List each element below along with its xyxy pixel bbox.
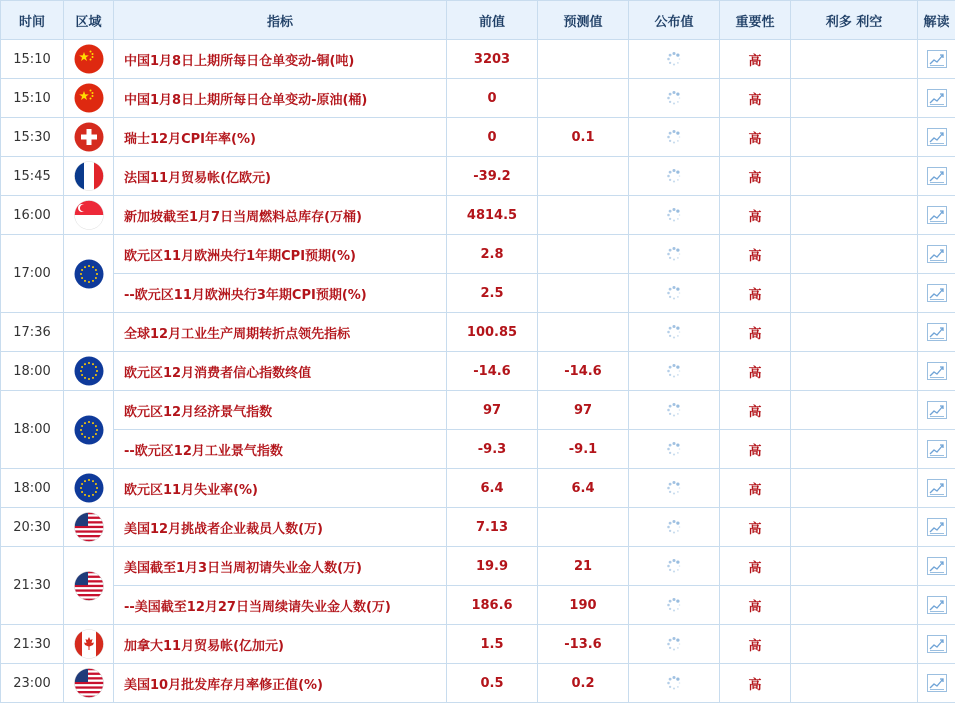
forecast-value — [538, 40, 629, 79]
previous-value: 2.5 — [447, 274, 538, 313]
indicator-link[interactable]: --欧元区12月工业景气指数 — [114, 430, 447, 469]
importance-level: 高 — [720, 664, 791, 703]
previous-value: -14.6 — [447, 352, 538, 391]
indicator-link[interactable]: --美国截至12月27日当周续请失业金人数(万) — [114, 586, 447, 625]
previous-value: 3203 — [447, 40, 538, 79]
row-area — [64, 625, 114, 664]
table-row — [1, 40, 955, 79]
col-impact: 利多 利空 — [791, 1, 918, 40]
importance-level: 高 — [720, 586, 791, 625]
table-row — [1, 586, 955, 625]
table-row — [1, 274, 955, 313]
col-time: 时间 — [1, 1, 64, 40]
previous-value: 6.4 — [447, 469, 538, 508]
row-area — [64, 469, 114, 508]
forecast-value: -14.6 — [538, 352, 629, 391]
impact-cell — [791, 40, 918, 79]
row-area — [64, 547, 114, 625]
table-row — [1, 196, 955, 235]
sg-flag-icon — [74, 200, 104, 230]
impact-cell — [791, 313, 918, 352]
forecast-value: 190 — [538, 586, 629, 625]
interpret-cell — [918, 430, 955, 469]
impact-cell — [791, 508, 918, 547]
published-value — [629, 79, 720, 118]
importance-level: 高 — [720, 625, 791, 664]
interpret-cell — [918, 79, 955, 118]
impact-cell — [791, 586, 918, 625]
forecast-value — [538, 313, 629, 352]
forecast-value: 21 — [538, 547, 629, 586]
table-header — [1, 1, 955, 40]
previous-value: 0 — [447, 118, 538, 157]
published-value — [629, 508, 720, 547]
chart-trend-icon[interactable] — [927, 206, 947, 224]
importance-level: 高 — [720, 508, 791, 547]
loading-spinner-icon — [666, 207, 682, 223]
indicator-link[interactable]: 美国12月挑战者企业裁员人数(万) — [114, 508, 447, 547]
chart-trend-icon[interactable] — [927, 518, 947, 536]
chart-trend-icon[interactable] — [927, 323, 947, 341]
col-previous: 前值 — [447, 1, 538, 40]
indicator-link[interactable]: 加拿大11月贸易帐(亿加元) — [114, 625, 447, 664]
chart-trend-icon[interactable] — [927, 362, 947, 380]
row-time: 20:30 — [1, 508, 64, 547]
chart-trend-icon[interactable] — [927, 50, 947, 68]
table-row — [1, 313, 955, 352]
row-area — [64, 157, 114, 196]
published-value — [629, 196, 720, 235]
chart-trend-icon[interactable] — [927, 128, 947, 146]
previous-value: 0.5 — [447, 664, 538, 703]
us-flag-icon — [74, 668, 104, 698]
indicator-link[interactable]: 瑞士12月CPI年率(%) — [114, 118, 447, 157]
row-time: 23:00 — [1, 664, 64, 703]
chart-trend-icon[interactable] — [927, 245, 947, 263]
interpret-cell — [918, 157, 955, 196]
row-time: 18:00 — [1, 469, 64, 508]
interpret-cell — [918, 118, 955, 157]
previous-value: -39.2 — [447, 157, 538, 196]
chart-trend-icon[interactable] — [927, 635, 947, 653]
row-area — [64, 40, 114, 79]
row-time: 21:30 — [1, 547, 64, 625]
importance-level: 高 — [720, 235, 791, 274]
published-value — [629, 274, 720, 313]
table-row — [1, 235, 955, 274]
impact-cell — [791, 235, 918, 274]
loading-spinner-icon — [666, 129, 682, 145]
col-indicator: 指标 — [114, 1, 447, 40]
forecast-value — [538, 235, 629, 274]
col-forecast: 预测值 — [538, 1, 629, 40]
row-time: 15:10 — [1, 79, 64, 118]
eu-flag-icon — [74, 415, 104, 445]
published-value — [629, 547, 720, 586]
previous-value: 19.9 — [447, 547, 538, 586]
impact-cell — [791, 430, 918, 469]
published-value — [629, 118, 720, 157]
loading-spinner-icon — [666, 519, 682, 535]
loading-spinner-icon — [666, 558, 682, 574]
eu-flag-icon — [74, 473, 104, 503]
eu-flag-icon — [74, 356, 104, 386]
col-area: 区域 — [64, 1, 114, 40]
table-row — [1, 430, 955, 469]
forecast-value — [538, 274, 629, 313]
loading-spinner-icon — [666, 285, 682, 301]
interpret-cell — [918, 586, 955, 625]
loading-spinner-icon — [666, 402, 682, 418]
indicator-link[interactable]: 全球12月工业生产周期转折点领先指标 — [114, 313, 447, 352]
row-time: 15:45 — [1, 157, 64, 196]
importance-level: 高 — [720, 547, 791, 586]
forecast-value — [538, 508, 629, 547]
published-value — [629, 235, 720, 274]
cn-flag-icon — [74, 44, 104, 74]
impact-cell — [791, 79, 918, 118]
fr-flag-icon — [74, 161, 104, 191]
interpret-cell — [918, 547, 955, 586]
table-row — [1, 508, 955, 547]
table-row — [1, 469, 955, 508]
forecast-value — [538, 79, 629, 118]
indicator-link[interactable]: 美国截至1月3日当周初请失业金人数(万) — [114, 547, 447, 586]
loading-spinner-icon — [666, 51, 682, 67]
previous-value: 2.8 — [447, 235, 538, 274]
row-time: 17:36 — [1, 313, 64, 352]
table-row — [1, 547, 955, 586]
importance-level: 高 — [720, 352, 791, 391]
row-area — [64, 391, 114, 469]
row-time: 15:10 — [1, 40, 64, 79]
chart-trend-icon[interactable] — [927, 440, 947, 458]
interpret-cell — [918, 625, 955, 664]
published-value — [629, 313, 720, 352]
impact-cell — [791, 274, 918, 313]
previous-value: 0 — [447, 79, 538, 118]
indicator-link[interactable]: --欧元区11月欧洲央行3年期CPI预期(%) — [114, 274, 447, 313]
previous-value: 97 — [447, 391, 538, 430]
published-value — [629, 391, 720, 430]
interpret-cell — [918, 40, 955, 79]
forecast-value — [538, 196, 629, 235]
importance-level: 高 — [720, 157, 791, 196]
chart-trend-icon[interactable] — [927, 401, 947, 419]
interpret-cell — [918, 313, 955, 352]
importance-level: 高 — [720, 274, 791, 313]
table-row — [1, 664, 955, 703]
ca-flag-icon — [74, 629, 104, 659]
impact-cell — [791, 547, 918, 586]
importance-level: 高 — [720, 391, 791, 430]
table-row — [1, 118, 955, 157]
impact-cell — [791, 157, 918, 196]
previous-value: 7.13 — [447, 508, 538, 547]
row-area — [64, 196, 114, 235]
forecast-value: 97 — [538, 391, 629, 430]
importance-level: 高 — [720, 118, 791, 157]
importance-level: 高 — [720, 469, 791, 508]
loading-spinner-icon — [666, 363, 682, 379]
table-row — [1, 625, 955, 664]
loading-spinner-icon — [666, 636, 682, 652]
interpret-cell — [918, 391, 955, 430]
table-row — [1, 352, 955, 391]
interpret-cell — [918, 664, 955, 703]
loading-spinner-icon — [666, 441, 682, 457]
chart-trend-icon[interactable] — [927, 596, 947, 614]
indicator-link[interactable]: 欧元区11月失业率(%) — [114, 469, 447, 508]
eu-flag-icon — [74, 259, 104, 289]
loading-spinner-icon — [666, 597, 682, 613]
interpret-cell — [918, 235, 955, 274]
published-value — [629, 664, 720, 703]
published-value — [629, 586, 720, 625]
row-time: 17:00 — [1, 235, 64, 313]
row-area — [64, 352, 114, 391]
ch-flag-icon — [74, 122, 104, 152]
row-time: 16:00 — [1, 196, 64, 235]
row-area — [64, 508, 114, 547]
forecast-value: -9.1 — [538, 430, 629, 469]
row-time: 21:30 — [1, 625, 64, 664]
chart-trend-icon[interactable] — [927, 89, 947, 107]
impact-cell — [791, 196, 918, 235]
indicator-link[interactable]: 中国1月8日上期所每日仓单变动-原油(桶) — [114, 79, 447, 118]
row-area — [64, 118, 114, 157]
row-time: 15:30 — [1, 118, 64, 157]
indicator-link[interactable]: 欧元区11月欧洲央行1年期CPI预期(%) — [114, 235, 447, 274]
impact-cell — [791, 469, 918, 508]
published-value — [629, 625, 720, 664]
indicator-link[interactable]: 美国10月批发库存月率修正值(%) — [114, 664, 447, 703]
previous-value: 100.85 — [447, 313, 538, 352]
indicator-link[interactable]: 欧元区12月消费者信心指数终值 — [114, 352, 447, 391]
published-value — [629, 352, 720, 391]
us-flag-icon — [74, 512, 104, 542]
forecast-value: 0.1 — [538, 118, 629, 157]
interpret-cell — [918, 469, 955, 508]
forecast-value: 6.4 — [538, 469, 629, 508]
impact-cell — [791, 352, 918, 391]
row-area — [64, 313, 114, 352]
table-row — [1, 391, 955, 430]
col-interpret: 解读 — [918, 1, 955, 40]
published-value — [629, 40, 720, 79]
published-value — [629, 469, 720, 508]
interpret-cell — [918, 196, 955, 235]
loading-spinner-icon — [666, 675, 682, 691]
chart-trend-icon[interactable] — [927, 557, 947, 575]
indicator-link[interactable]: 欧元区12月经济景气指数 — [114, 391, 447, 430]
interpret-cell — [918, 508, 955, 547]
importance-level: 高 — [720, 430, 791, 469]
row-area — [64, 79, 114, 118]
indicator-link[interactable]: 新加坡截至1月7日当周燃料总库存(万桶) — [114, 196, 447, 235]
table-row — [1, 157, 955, 196]
impact-cell — [791, 664, 918, 703]
importance-level: 高 — [720, 313, 791, 352]
forecast-value: -13.6 — [538, 625, 629, 664]
row-area — [64, 664, 114, 703]
indicator-link[interactable]: 中国1月8日上期所每日仓单变动-铜(吨) — [114, 40, 447, 79]
loading-spinner-icon — [666, 90, 682, 106]
importance-level: 高 — [720, 40, 791, 79]
chart-trend-icon[interactable] — [927, 284, 947, 302]
previous-value: -9.3 — [447, 430, 538, 469]
previous-value: 186.6 — [447, 586, 538, 625]
published-value — [629, 157, 720, 196]
row-time: 18:00 — [1, 391, 64, 469]
previous-value: 1.5 — [447, 625, 538, 664]
cn-flag-icon — [74, 83, 104, 113]
interpret-cell — [918, 352, 955, 391]
loading-spinner-icon — [666, 324, 682, 340]
loading-spinner-icon — [666, 246, 682, 262]
interpret-cell — [918, 274, 955, 313]
impact-cell — [791, 391, 918, 430]
col-importance: 重要性 — [720, 1, 791, 40]
forecast-value — [538, 157, 629, 196]
importance-level: 高 — [720, 196, 791, 235]
chart-trend-icon[interactable] — [927, 479, 947, 497]
row-time: 18:00 — [1, 352, 64, 391]
importance-level: 高 — [720, 79, 791, 118]
forecast-value: 0.2 — [538, 664, 629, 703]
indicator-link[interactable]: 法国11月贸易帐(亿欧元) — [114, 157, 447, 196]
row-area — [64, 235, 114, 313]
loading-spinner-icon — [666, 480, 682, 496]
chart-trend-icon[interactable] — [927, 674, 947, 692]
table-row — [1, 79, 955, 118]
col-published: 公布值 — [629, 1, 720, 40]
loading-spinner-icon — [666, 168, 682, 184]
us-flag-icon — [74, 571, 104, 601]
previous-value: 4814.5 — [447, 196, 538, 235]
published-value — [629, 430, 720, 469]
impact-cell — [791, 118, 918, 157]
chart-trend-icon[interactable] — [927, 167, 947, 185]
impact-cell — [791, 625, 918, 664]
